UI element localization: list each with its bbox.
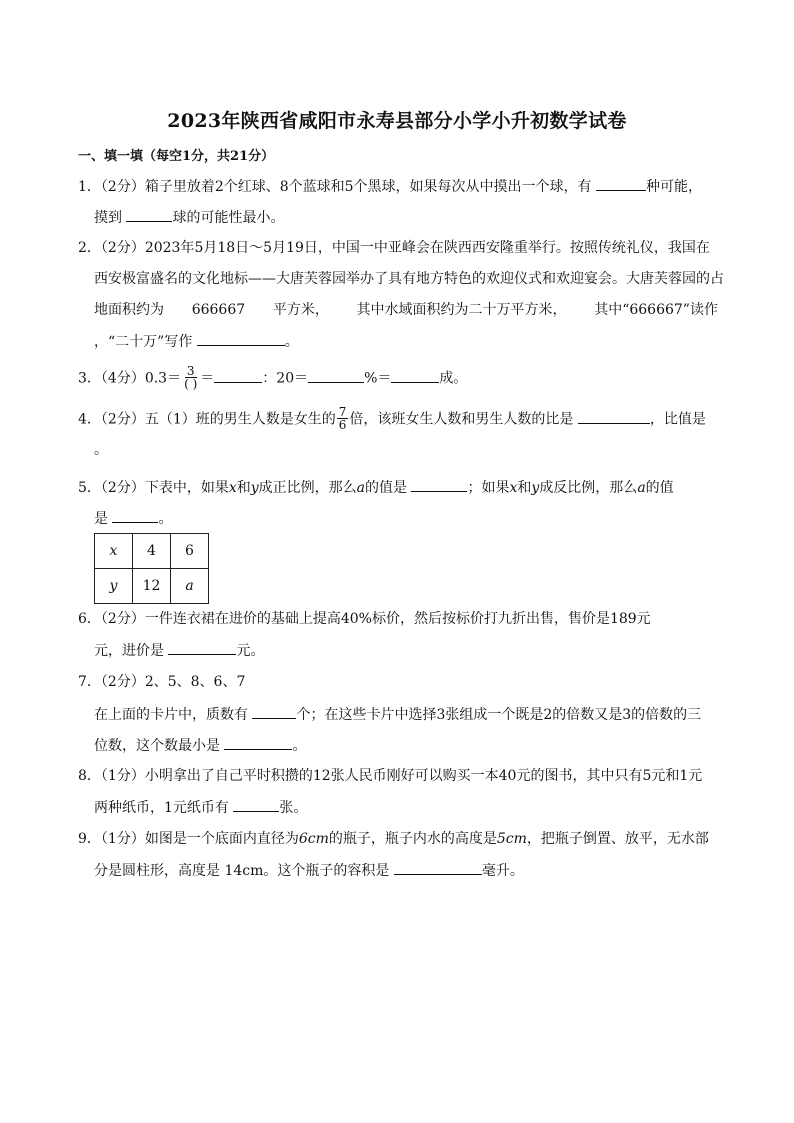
- q3-blank-3[interactable]: [391, 368, 439, 383]
- question-2-line-2: 西安极富盛名的文化地标——大唐芙蓉园举办了具有地方特色的欢迎仪式和欢迎宴会。大唐芙蓉园的占: [94, 271, 724, 287]
- table-cell: 12: [133, 569, 171, 604]
- question-2-line-1: 2．（2分）2023年5月18日～5月19日，中国一中亚峰会在陕西西安隆重举行。按照传统礼仪，我国在: [78, 240, 710, 256]
- q2-blank-2[interactable]: [197, 331, 285, 346]
- table-cell: y: [95, 569, 133, 604]
- q1-blank-1[interactable]: [596, 176, 646, 191]
- q7-blank-1[interactable]: [252, 704, 296, 719]
- q9-blank[interactable]: [394, 860, 482, 875]
- q3-blank-2[interactable]: [308, 368, 364, 383]
- question-3: 3．（4分）0.3＝ $\frac{3}{( )}$ ＝ ：20＝ %＝ 成。: [78, 364, 468, 391]
- q1-blank-2[interactable]: [126, 207, 172, 222]
- fraction: $\frac{3}{( )}$: [184, 364, 198, 391]
- q5-blank-1[interactable]: [411, 477, 467, 492]
- question-7-line-1: 7．（2分）2、5、8、6、7: [78, 674, 246, 690]
- q8-blank[interactable]: [233, 797, 279, 812]
- table-row: [95, 569, 209, 604]
- question-2-line-4: ，“二十万”写作 。: [94, 331, 718, 352]
- table-cell: 4: [133, 534, 171, 569]
- question-8-line-1: 8．（1分）小明拿出了自己平时积攒的12张人民币刚好可以购买一本40元的图书，其中只有5元和1元: [78, 768, 703, 784]
- xy-table: [94, 533, 209, 604]
- table-cell: 6: [171, 534, 209, 569]
- question-8-line-2: 两种纸币，1元纸币有 张。: [94, 797, 718, 818]
- question-7-line-3: 位数，这个数最小是 。: [94, 735, 718, 756]
- q3-blank-1[interactable]: [214, 368, 262, 383]
- question-5-line-1: 5．（2分）下表中，如果x和y成正比例，那么a的值是 ；如果x和y成反比例，那么a的值: [78, 477, 718, 498]
- section-heading: 一、填一填（每空1分，共21分）: [78, 149, 275, 164]
- q7-blank-2[interactable]: [224, 735, 292, 750]
- question-2-line-3: 地面积约为 666667 平方米， 其中水域面积约为二十万平方米， 其中“666667”读作: [94, 302, 718, 318]
- q5-blank-2[interactable]: [112, 508, 158, 523]
- question-9-line-2: 分是圆柱形，高度是 14cm。这个瓶子的容积是 毫升。: [94, 860, 718, 881]
- fraction: $\frac{7}{6}$: [338, 405, 347, 432]
- question-1-line-1: 1．（2分）箱子里放着2个红球、8个蓝球和5个黑球，如果每次从中摸出一个球，有 种可能，: [78, 176, 718, 197]
- table-cell: x: [95, 534, 133, 569]
- question-7-line-2: 在上面的卡片中，质数有 个；在这些卡片中选择3张组成一个既是2的倍数又是3的倍数的三: [94, 704, 718, 725]
- q4-blank-1[interactable]: [578, 409, 650, 424]
- question-6-line-2: 元，进价是 元。: [94, 640, 718, 661]
- table-row: [95, 534, 209, 569]
- question-6-line-1: 6．（2分）一件连衣裙在进价的基础上提高40%标价，然后按标价打九折出售，售价是189元: [78, 611, 651, 627]
- q6-blank[interactable]: [168, 640, 236, 655]
- question-4-line-2: 。: [94, 442, 108, 458]
- question-9-line-1: 9．（1分）如图是一个底面内直径为6cm的瓶子，瓶子内水的高度是5cm，把瓶子倒置、放平，无水部: [78, 831, 709, 847]
- question-4-line-1: 4．（2分）五（1）班的男生人数是女生的 $\frac{7}{6}$ 倍，该班女生人数和男生人数的比是 ，比值是: [78, 405, 706, 432]
- question-5-line-2: 是 。: [94, 508, 718, 529]
- page-title: 2023年陕西省咸阳市永寿县部分小学小升初数学试卷: [167, 110, 627, 132]
- question-1-line-2: 摸到 球的可能性最小。: [94, 207, 718, 228]
- table-cell: a: [171, 569, 209, 604]
